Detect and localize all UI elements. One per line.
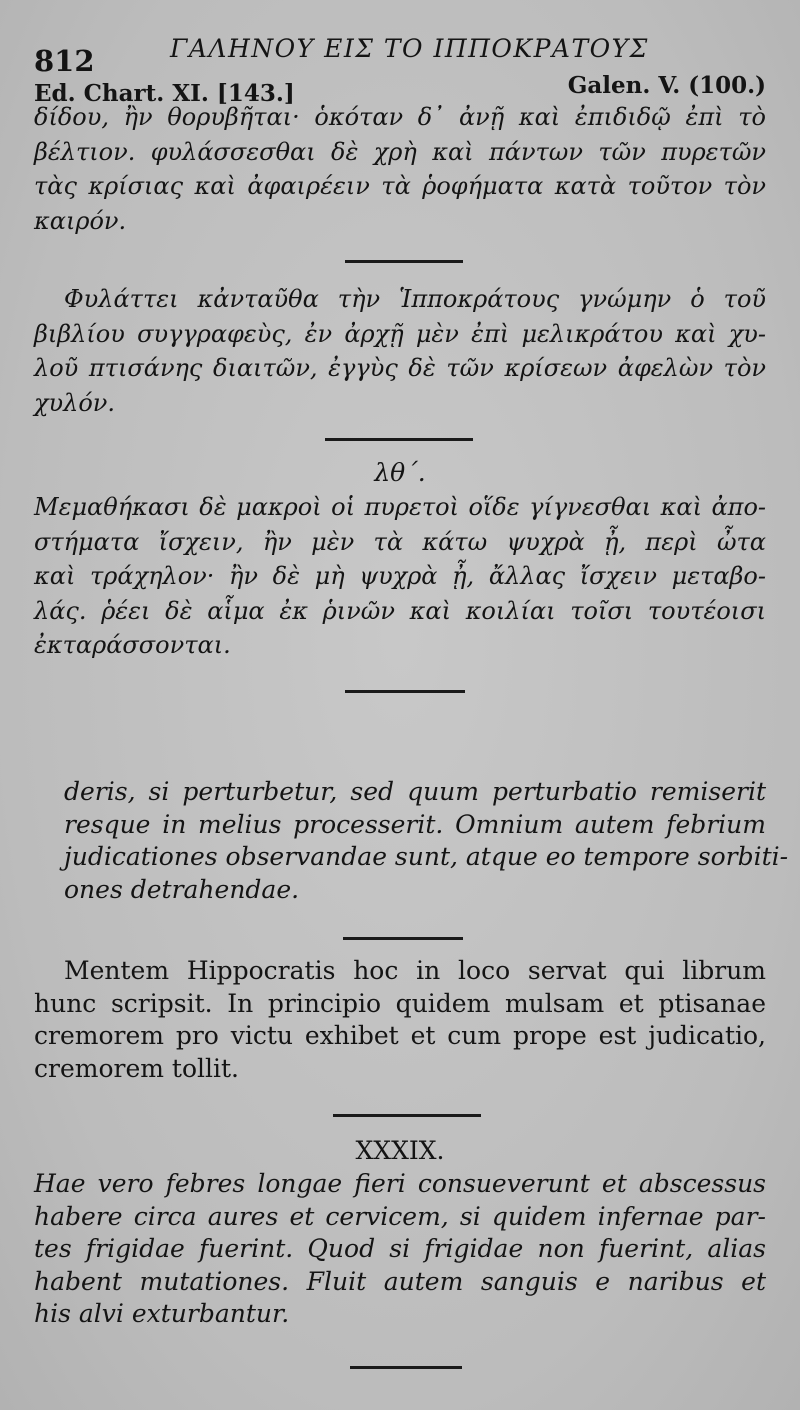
text-line: χυλόν. [34,388,116,417]
section-divider [333,1114,481,1117]
text-line: Φυλάττει κἀνταῦθα τὴν Ἱπποκράτους γνώμην ὁ τοῦ [64,285,766,313]
text-line: καὶ τράχηλον· ἢν δὲ μὴ ψυχρὰ ᾖ, ἄλλας ἴσχειν μεταβο- [34,562,766,590]
text-line: deris, si perturbetur, sed quum perturbatio remiserit [64,777,766,806]
text-line: τὰς κρίσιας καὶ ἀφαιρέειν τὰ ῥοφήματα κατὰ τοῦτον τὸν [34,172,766,200]
running-title: ΓΑΛΗΝΟΥ ΕΙΣ ΤΟ ΙΠΠΟΚΡΑΤΟΥΣ [170,34,649,63]
section-divider [350,1366,462,1369]
text-line: ἐκταράσσονται. [34,631,231,659]
text-line: his alvi exturbantur. [34,1299,290,1328]
text-line: βιβλίου συγγραφεὺς, ἐν ἀρχῇ μὲν ἐπὶ μελικράτου καὶ χυ- [34,319,766,348]
greek-paragraph-2 [34,282,766,420]
text-line: hunc scripsit. In principio quidem mulsam et ptisanae [34,988,766,1018]
text-line: Mentem Hippocratis hoc in loco servat qui librum [64,956,766,985]
text-line: δίδου, ἢν θορυβῆται· ὁκόταν δ᾽ ἀνῇ καὶ ἐπιδιδῷ ἐπὶ τὸ [34,103,766,131]
text-line: στήματα ἴσχειν, ἢν μὲν τὰ κάτω ψυχρὰ ᾖ, περὶ ὦτα [34,527,766,556]
text-line: λάς. ῥέει δὲ αἷμα ἐκ ῥινῶν καὶ κοιλίαι τοῖσι τουτέοισι [34,596,766,625]
text-line: βέλτιον. φυλάσσεσθαι δὲ χρὴ καὶ πάντων τῶν πυρετῶν [34,137,766,166]
text-line: Μεμαθήκασι δὲ μακροὶ οἱ πυρετοὶ οἵδε γίγνεσθαι καὶ ἀπο- [34,493,766,521]
text-line: ones detrahendae. [64,874,300,904]
greek-paragraph-1 [34,100,766,238]
text-line: λοῦ πτισάνης διαιτῶν, ἐγγὺς δὲ τῶν κρίσεων ἀφελὼν τὸν [34,354,766,382]
text-line: cremorem tollit. [34,1053,239,1083]
text-line: resque in melius processerit. Omnium autem febrium [64,809,766,839]
text-line: Hae vero febres longae fieri consueverunt et abscessus [34,1169,766,1198]
greek-paragraph-3 [34,490,766,663]
greek-section-heading: λθ΄. [374,458,426,487]
section-divider [345,690,465,693]
latin-paragraph-2 [34,955,766,1085]
edition-reference-right: Galen. V. (100.) [567,72,766,99]
text-line: habere circa aures et cervicem, si quidem infernae par- [34,1201,766,1231]
section-divider [343,937,463,940]
latin-paragraph-3 [34,1168,766,1331]
page-number: 812 [34,44,95,78]
text-line: cremorem pro victu exhibet et cum prope est judicatio, [34,1021,766,1050]
section-divider [325,438,473,441]
section-divider [345,260,463,263]
text-line: καιρόν. [34,206,127,235]
edition-reference-left: Ed. Chart. XI. [143.] [34,80,295,107]
latin-paragraph-1 [64,776,789,906]
latin-section-heading: XXXIX. [355,1136,445,1165]
text-line: judicationes observandae sunt, atque eo tempore sorbiti- [64,842,789,871]
text-line: tes frigidae fuerint. Quod si frigidae non fuerint, alias [34,1234,766,1263]
text-line: habent mutationes. Fluit autem sanguis e naribus et [34,1266,766,1296]
